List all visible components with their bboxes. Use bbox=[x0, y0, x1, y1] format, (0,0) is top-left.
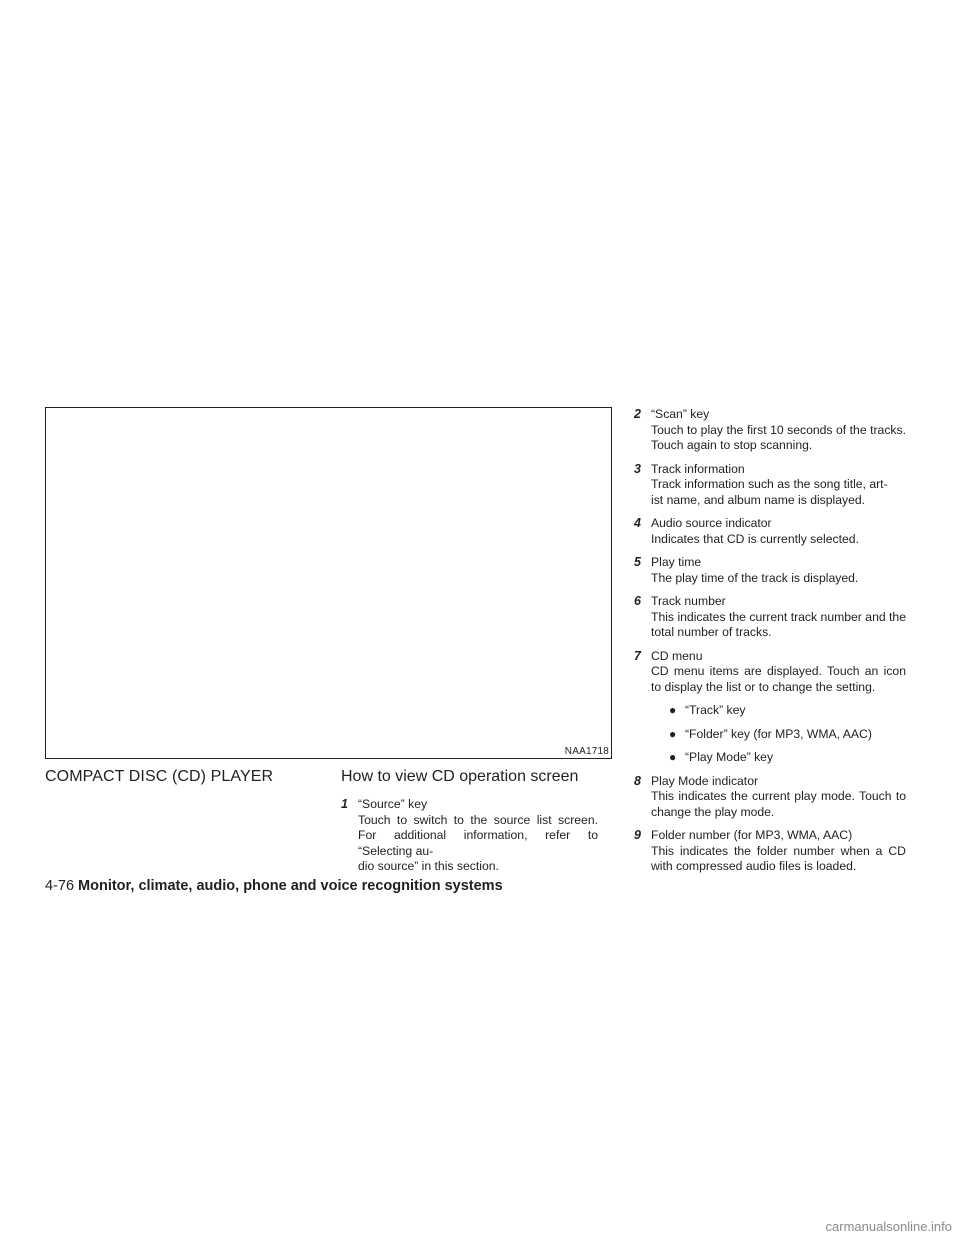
item-description: Touch to switch to the source list screen. For additional information, refer to “Selecting au- dio source” in this section. bbox=[358, 812, 598, 873]
figure-code: NAA1718 bbox=[564, 746, 609, 757]
item-number: 6 bbox=[634, 594, 641, 608]
bullet-text: “Play Mode” key bbox=[685, 750, 774, 764]
item-track-number bbox=[634, 594, 906, 641]
item-description: This indicates the current track number and the total number of tracks. bbox=[651, 609, 906, 639]
item-folder-number bbox=[634, 828, 906, 875]
item-number: 1 bbox=[341, 797, 348, 811]
item-title: Play Mode indicator bbox=[651, 773, 759, 788]
item-description: Track information such as the song title, art- ist name, and album name is displayed. bbox=[651, 477, 888, 507]
subsection-title: How to view CD operation screen bbox=[341, 768, 579, 785]
watermark-link[interactable]: carmanualsonline.info bbox=[825, 1219, 952, 1234]
item-number: 2 bbox=[634, 407, 641, 421]
page-number: 4-76 bbox=[45, 878, 75, 894]
page-footer bbox=[45, 878, 503, 894]
bullet-item bbox=[651, 703, 906, 719]
item-title: CD menu bbox=[651, 648, 703, 663]
item-play-time bbox=[634, 555, 906, 586]
item-title: “Scan” key bbox=[651, 407, 710, 421]
item-description: CD menu items are displayed. Touch an icon to display the list or to change the setting. bbox=[651, 664, 906, 694]
item-description: This indicates the folder number when a CD with compressed audio files is loaded. bbox=[651, 843, 906, 873]
item-title: Track number bbox=[651, 594, 726, 608]
item-description: Indicates that CD is currently selected. bbox=[651, 531, 859, 546]
item-title: Folder number (for MP3, WMA, AAC) bbox=[651, 828, 853, 842]
chapter-title: Monitor, climate, audio, phone and voice recognition systems bbox=[78, 878, 503, 894]
item-number: 9 bbox=[634, 828, 641, 842]
item-list-column-1 bbox=[341, 797, 598, 875]
item-list-column-2 bbox=[634, 407, 906, 883]
item-cd-menu bbox=[634, 649, 906, 766]
item-description: The play time of the track is displayed. bbox=[651, 570, 859, 585]
bullet-dot: ● bbox=[669, 726, 677, 741]
item-number: 4 bbox=[634, 516, 641, 530]
section-title: COMPACT DISC (CD) PLAYER bbox=[45, 768, 274, 785]
item-track-information bbox=[634, 462, 906, 509]
item-description: This indicates the current play mode. Touch to change the play mode. bbox=[651, 789, 906, 819]
bullet-text: “Folder” key (for MP3, WMA, AAC) bbox=[685, 726, 872, 741]
item-title: Track information bbox=[651, 461, 745, 476]
item-title: Play time bbox=[651, 555, 702, 569]
bullet-text: “Track” key bbox=[685, 703, 746, 717]
bullet-dot: ● bbox=[669, 703, 677, 717]
item-number: 7 bbox=[634, 648, 641, 663]
item-source-key bbox=[341, 797, 598, 875]
item-title: Audio source indicator bbox=[651, 516, 772, 530]
item-number: 8 bbox=[634, 773, 641, 788]
item-scan-key bbox=[634, 407, 906, 454]
item-number: 3 bbox=[634, 461, 641, 476]
item-audio-source-indicator bbox=[634, 516, 906, 547]
figure-illustration bbox=[45, 407, 612, 759]
item-number: 5 bbox=[634, 555, 641, 569]
item-description: Touch to play the first 10 seconds of the tracks. Touch again to stop scanning. bbox=[651, 422, 906, 452]
item-title: “Source” key bbox=[358, 797, 428, 811]
bullet-dot: ● bbox=[669, 750, 677, 764]
bullet-item bbox=[651, 727, 906, 743]
bullet-item bbox=[651, 750, 906, 766]
item-play-mode-indicator bbox=[634, 774, 906, 821]
